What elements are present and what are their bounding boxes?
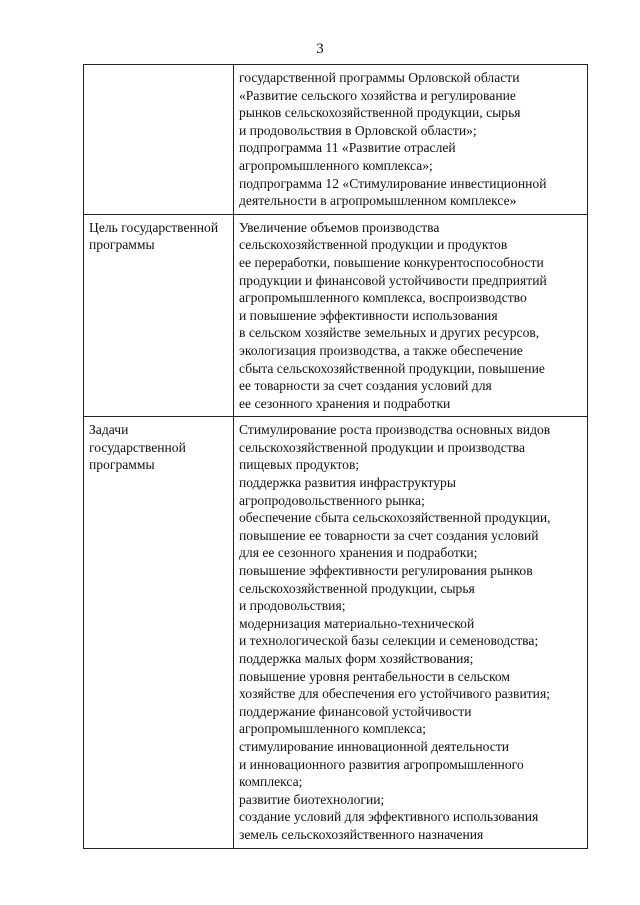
table-row: [84, 214, 588, 417]
text-line: обеспечение сбыта сельскохозяйственной продукции,: [239, 510, 551, 526]
row-value-cell: [234, 214, 588, 417]
text-line: экологизация производства, а также обеспечение: [239, 342, 523, 358]
text-line: хозяйстве для обеспечения его устойчивого развития;: [239, 686, 550, 702]
text-line: Задачи: [89, 422, 129, 438]
program-passport-table: [83, 64, 588, 849]
text-line: пищевых продуктов;: [239, 457, 360, 473]
text-line: стимулирование инновационной деятельности: [239, 738, 510, 754]
text-line: земель сельскохозяйственного назначения: [239, 826, 484, 842]
text-line: Цель государственной: [89, 219, 219, 235]
text-line: ее товарности за счет создания условий для: [239, 378, 492, 394]
text-line: поддержание финансовой устойчивости: [239, 703, 472, 719]
text-line: сбыта сельскохозяйственной продукции, повышение: [239, 360, 545, 376]
table-row: [84, 65, 588, 215]
text-line: агропромышленного комплекса, воспроизводство: [239, 290, 527, 306]
text-line: модернизация материально-технической: [239, 615, 475, 631]
text-line: ее сезонного хранения и подработки: [239, 395, 451, 411]
text-line: ее переработки, повышение конкурентоспособности: [239, 254, 544, 270]
text-line: Стимулирование роста производства основных видов: [239, 422, 551, 438]
text-line: Увеличение объемов производства: [239, 219, 440, 235]
text-line: поддержка развития инфраструктуры: [239, 475, 456, 491]
text-line: продукции и финансовой устойчивости предприятий: [239, 272, 547, 288]
text-line: программы: [89, 457, 155, 473]
text-line: деятельности в агропромышленном комплексе»: [239, 193, 517, 209]
text-line: сельскохозяйственной продукции и продуктов: [239, 237, 508, 253]
text-line: создание условий для эффективного использования: [239, 809, 539, 825]
text-line: и инновационного развития агропромышленного: [239, 756, 524, 772]
page-number: 3: [316, 41, 324, 57]
text-line: агропродовольственного рынка;: [239, 492, 425, 508]
text-line: для ее сезонного хранения и подработки;: [239, 545, 478, 561]
text-line: повышение ее товарности за счет создания условий: [239, 527, 539, 543]
text-line: и продовольствия в Орловской области»;: [239, 122, 477, 138]
text-line: поддержка малых форм хозяйствования;: [239, 651, 474, 666]
text-line: развитие биотехнологии;: [239, 791, 385, 807]
row-value-cell: [234, 417, 588, 848]
text-line: сельскохозяйственной продукции, сырья: [239, 580, 475, 596]
row-label-cell: [84, 417, 234, 848]
text-line: государственной программы Орловской области: [239, 70, 520, 85]
text-line: комплекса;: [239, 774, 303, 790]
text-line: сельскохозяйственной продукции и производства: [239, 439, 526, 455]
text-line: и повышение эффективности использования: [239, 307, 498, 323]
row-value-cell: [234, 65, 588, 215]
row-label-cell: [84, 214, 234, 417]
row-label-cell: [84, 65, 234, 215]
text-line: рынков сельскохозяйственной продукции, сырья: [239, 105, 521, 121]
text-line: повышение уровня рентабельности в сельском: [239, 668, 511, 684]
text-line: программы: [89, 237, 155, 253]
text-line: подпрограмма 11 «Развитие отраслей: [239, 140, 456, 156]
text-line: «Развитие сельского хозяйства и регулирование: [239, 87, 516, 103]
text-line: в сельском хозяйстве земельных и других ресурсов,: [239, 325, 540, 341]
text-line: подпрограмма 12 «Стимулирование инвестиционной: [239, 175, 547, 191]
text-line: и технологической базы селекции и семеноводства;: [239, 633, 539, 649]
text-line: агропромышленного комплекса;: [239, 721, 427, 737]
table-row: [84, 417, 588, 848]
text-line: государственной: [89, 439, 186, 455]
text-line: повышение эффективности регулирования рынков: [239, 563, 533, 579]
text-line: агропромышленного комплекса»;: [239, 157, 433, 173]
text-line: и продовольствия;: [239, 598, 346, 614]
